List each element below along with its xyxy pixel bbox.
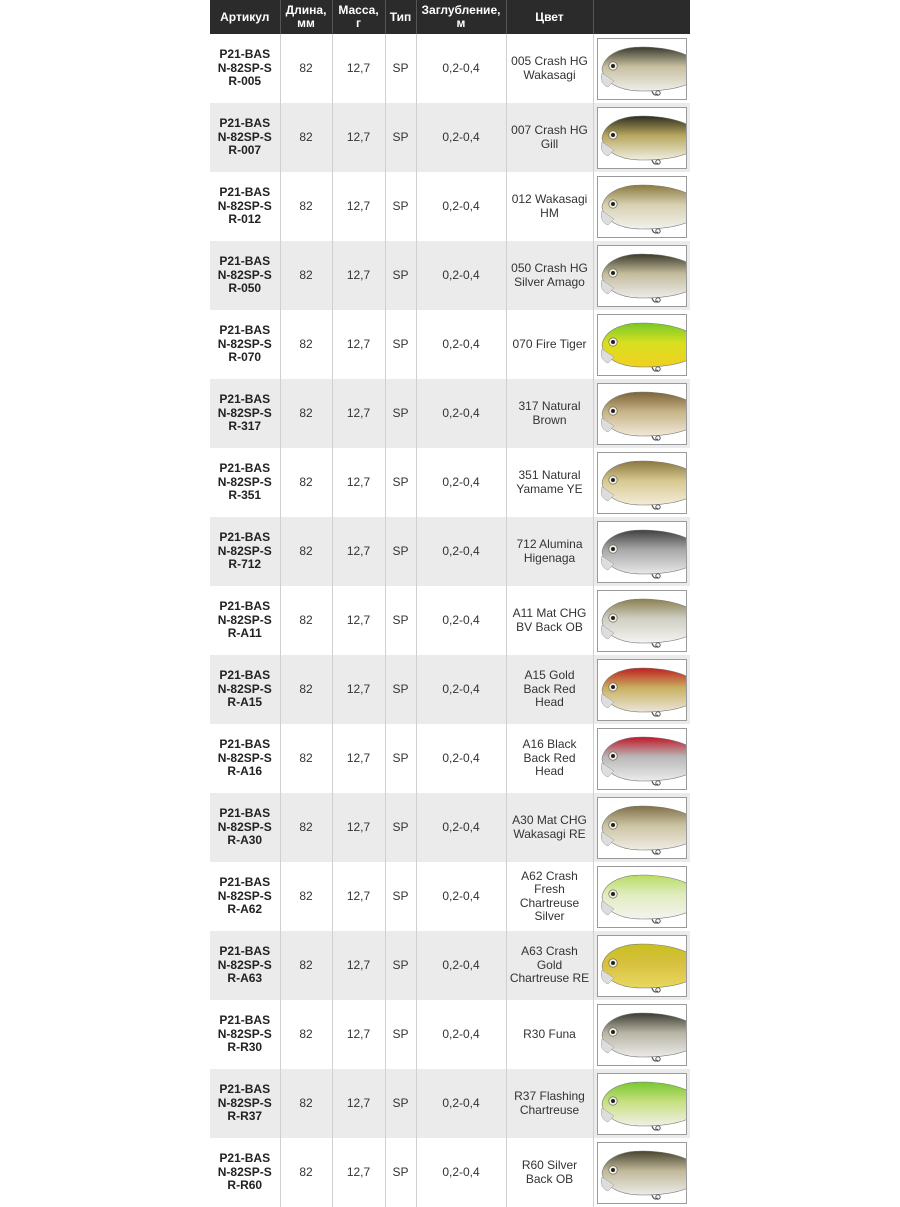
length-cell: 82	[280, 1138, 332, 1207]
article-cell: P21-BASN-82SP-SR-A62	[210, 862, 280, 931]
table-row	[210, 448, 690, 517]
article-cell: P21-BASN-82SP-SR-A63	[210, 931, 280, 1000]
header-length: Длина, мм	[280, 0, 332, 34]
lure-spec-table	[210, 0, 690, 1207]
lure-image-cell	[593, 172, 690, 241]
length-cell: 82	[280, 793, 332, 862]
lure-image	[597, 935, 687, 997]
table-row	[210, 793, 690, 862]
depth-cell: 0,2-0,4	[416, 931, 506, 1000]
color-cell: A16 Black Back Red Head	[506, 724, 593, 793]
lure-image-cell	[593, 1000, 690, 1069]
lure-image	[597, 107, 687, 169]
lure-image-cell	[593, 517, 690, 586]
mass-cell: 12,7	[332, 379, 385, 448]
type-cell: SP	[385, 448, 416, 517]
lure-image	[597, 521, 687, 583]
lure-image	[597, 590, 687, 652]
length-cell: 82	[280, 931, 332, 1000]
mass-cell: 12,7	[332, 103, 385, 172]
type-cell: SP	[385, 1069, 416, 1138]
length-cell: 82	[280, 34, 332, 103]
table-row	[210, 517, 690, 586]
header-image	[593, 0, 690, 34]
table-row	[210, 931, 690, 1000]
header-color: Цвет	[506, 0, 593, 34]
length-cell: 82	[280, 103, 332, 172]
type-cell: SP	[385, 34, 416, 103]
length-cell: 82	[280, 379, 332, 448]
color-cell: 712 Alumina Higenaga	[506, 517, 593, 586]
lure-image	[597, 866, 687, 928]
depth-cell: 0,2-0,4	[416, 103, 506, 172]
lure-image	[597, 797, 687, 859]
header-type: Тип	[385, 0, 416, 34]
type-cell: SP	[385, 655, 416, 724]
length-cell: 82	[280, 1069, 332, 1138]
depth-cell: 0,2-0,4	[416, 379, 506, 448]
type-cell: SP	[385, 1138, 416, 1207]
depth-cell: 0,2-0,4	[416, 586, 506, 655]
color-cell: A30 Mat CHG Wakasagi RE	[506, 793, 593, 862]
lure-image-cell	[593, 1069, 690, 1138]
type-cell: SP	[385, 172, 416, 241]
type-cell: SP	[385, 310, 416, 379]
mass-cell: 12,7	[332, 34, 385, 103]
product-table-container	[210, 0, 690, 1207]
lure-image-cell	[593, 379, 690, 448]
length-cell: 82	[280, 172, 332, 241]
lure-image	[597, 1142, 687, 1204]
lure-image-cell	[593, 34, 690, 103]
article-cell: P21-BASN-82SP-SR-A30	[210, 793, 280, 862]
lure-image-cell	[593, 793, 690, 862]
lure-image-cell	[593, 862, 690, 931]
type-cell: SP	[385, 1000, 416, 1069]
article-cell: P21-BASN-82SP-SR-012	[210, 172, 280, 241]
lure-image-cell	[593, 724, 690, 793]
lure-image	[597, 1004, 687, 1066]
length-cell: 82	[280, 517, 332, 586]
lure-image	[597, 383, 687, 445]
mass-cell: 12,7	[332, 655, 385, 724]
color-cell: A63 Crash Gold Chartreuse RE	[506, 931, 593, 1000]
mass-cell: 12,7	[332, 1000, 385, 1069]
depth-cell: 0,2-0,4	[416, 1138, 506, 1207]
table-row	[210, 34, 690, 103]
mass-cell: 12,7	[332, 310, 385, 379]
table-row	[210, 724, 690, 793]
color-cell: R37 Flashing Chartreuse	[506, 1069, 593, 1138]
table-row	[210, 655, 690, 724]
article-cell: P21-BASN-82SP-SR-A11	[210, 586, 280, 655]
lure-image-cell	[593, 103, 690, 172]
color-cell: 012 Wakasagi HM	[506, 172, 593, 241]
mass-cell: 12,7	[332, 448, 385, 517]
mass-cell: 12,7	[332, 1069, 385, 1138]
length-cell: 82	[280, 724, 332, 793]
mass-cell: 12,7	[332, 586, 385, 655]
length-cell: 82	[280, 586, 332, 655]
lure-image	[597, 176, 687, 238]
type-cell: SP	[385, 517, 416, 586]
color-cell: 317 Natural Brown	[506, 379, 593, 448]
lure-image-cell	[593, 1138, 690, 1207]
lure-image-cell	[593, 931, 690, 1000]
article-cell: P21-BASN-82SP-SR-070	[210, 310, 280, 379]
lure-image-cell	[593, 586, 690, 655]
lure-image-cell	[593, 241, 690, 310]
mass-cell: 12,7	[332, 793, 385, 862]
lure-image-cell	[593, 310, 690, 379]
table-row	[210, 103, 690, 172]
color-cell: 070 Fire Tiger	[506, 310, 593, 379]
type-cell: SP	[385, 793, 416, 862]
depth-cell: 0,2-0,4	[416, 34, 506, 103]
mass-cell: 12,7	[332, 172, 385, 241]
depth-cell: 0,2-0,4	[416, 1000, 506, 1069]
article-cell: P21-BASN-82SP-SR-R37	[210, 1069, 280, 1138]
mass-cell: 12,7	[332, 241, 385, 310]
mass-cell: 12,7	[332, 862, 385, 931]
table-row	[210, 310, 690, 379]
length-cell: 82	[280, 241, 332, 310]
article-cell: P21-BASN-82SP-SR-005	[210, 34, 280, 103]
lure-image	[597, 1073, 687, 1135]
lure-image	[597, 38, 687, 100]
table-body	[210, 34, 690, 1207]
length-cell: 82	[280, 655, 332, 724]
depth-cell: 0,2-0,4	[416, 310, 506, 379]
table-row	[210, 379, 690, 448]
lure-image	[597, 659, 687, 721]
table-row	[210, 172, 690, 241]
table-row	[210, 1069, 690, 1138]
color-cell: A62 Crash Fresh Chartreuse Silver	[506, 862, 593, 931]
mass-cell: 12,7	[332, 931, 385, 1000]
article-cell: P21-BASN-82SP-SR-R30	[210, 1000, 280, 1069]
type-cell: SP	[385, 862, 416, 931]
color-cell: 005 Crash HG Wakasagi	[506, 34, 593, 103]
header-depth: Заглубление, м	[416, 0, 506, 34]
article-cell: P21-BASN-82SP-SR-A16	[210, 724, 280, 793]
depth-cell: 0,2-0,4	[416, 862, 506, 931]
article-cell: P21-BASN-82SP-SR-A15	[210, 655, 280, 724]
table-row	[210, 586, 690, 655]
color-cell: A11 Mat CHG BV Back OB	[506, 586, 593, 655]
length-cell: 82	[280, 1000, 332, 1069]
lure-image	[597, 728, 687, 790]
header-row	[210, 0, 690, 34]
article-cell: P21-BASN-82SP-SR-R60	[210, 1138, 280, 1207]
mass-cell: 12,7	[332, 517, 385, 586]
depth-cell: 0,2-0,4	[416, 724, 506, 793]
article-cell: P21-BASN-82SP-SR-351	[210, 448, 280, 517]
article-cell: P21-BASN-82SP-SR-007	[210, 103, 280, 172]
lure-image	[597, 452, 687, 514]
type-cell: SP	[385, 724, 416, 793]
depth-cell: 0,2-0,4	[416, 241, 506, 310]
depth-cell: 0,2-0,4	[416, 1069, 506, 1138]
type-cell: SP	[385, 931, 416, 1000]
header-article: Артикул	[210, 0, 280, 34]
color-cell: 351 Natural Yamame YE	[506, 448, 593, 517]
lure-image-cell	[593, 448, 690, 517]
type-cell: SP	[385, 241, 416, 310]
color-cell: A15 Gold Back Red Head	[506, 655, 593, 724]
depth-cell: 0,2-0,4	[416, 517, 506, 586]
type-cell: SP	[385, 586, 416, 655]
color-cell: 050 Crash HG Silver Amago	[506, 241, 593, 310]
length-cell: 82	[280, 310, 332, 379]
lure-image	[597, 245, 687, 307]
color-cell: 007 Crash HG Gill	[506, 103, 593, 172]
article-cell: P21-BASN-82SP-SR-712	[210, 517, 280, 586]
table-row	[210, 241, 690, 310]
table-row	[210, 1000, 690, 1069]
article-cell: P21-BASN-82SP-SR-050	[210, 241, 280, 310]
lure-image	[597, 314, 687, 376]
table-row	[210, 862, 690, 931]
depth-cell: 0,2-0,4	[416, 655, 506, 724]
depth-cell: 0,2-0,4	[416, 172, 506, 241]
color-cell: R30 Funa	[506, 1000, 593, 1069]
header-mass: Масса, г	[332, 0, 385, 34]
lure-image-cell	[593, 655, 690, 724]
article-cell: P21-BASN-82SP-SR-317	[210, 379, 280, 448]
type-cell: SP	[385, 103, 416, 172]
type-cell: SP	[385, 379, 416, 448]
depth-cell: 0,2-0,4	[416, 448, 506, 517]
mass-cell: 12,7	[332, 1138, 385, 1207]
length-cell: 82	[280, 448, 332, 517]
length-cell: 82	[280, 862, 332, 931]
table-row	[210, 1138, 690, 1207]
mass-cell: 12,7	[332, 724, 385, 793]
depth-cell: 0,2-0,4	[416, 793, 506, 862]
color-cell: R60 Silver Back OB	[506, 1138, 593, 1207]
table-header	[210, 0, 690, 34]
